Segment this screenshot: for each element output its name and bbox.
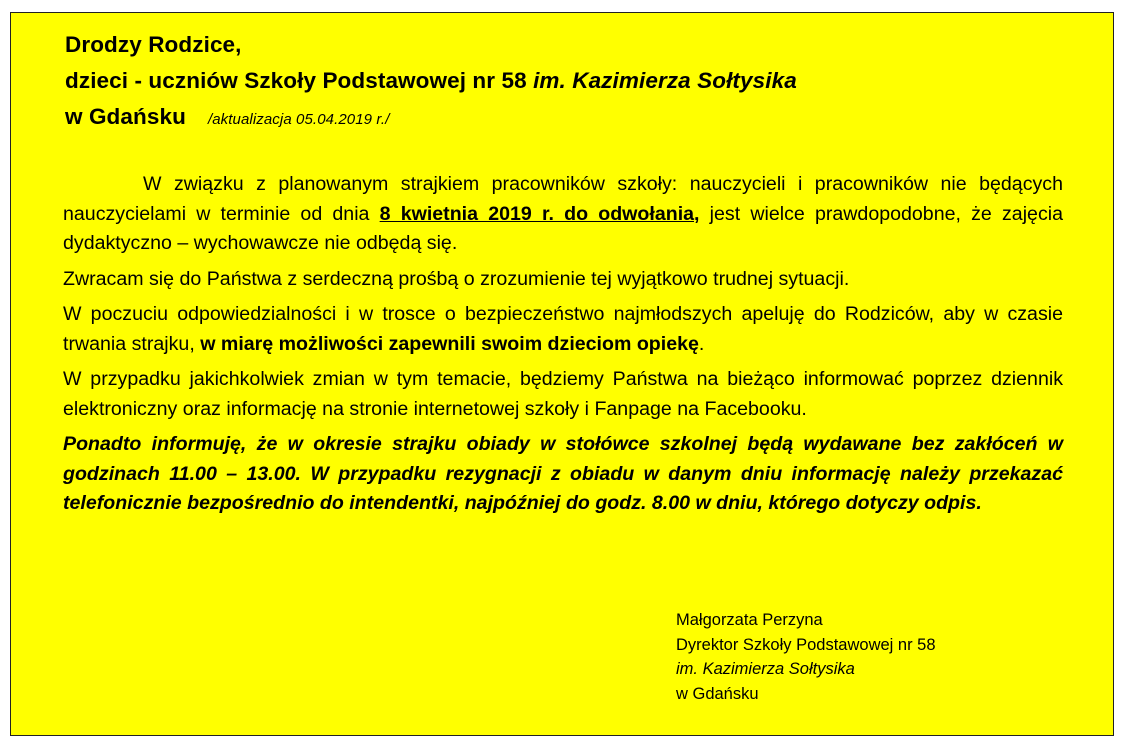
greeting-text: Drodzy Rodzice, — [65, 32, 242, 57]
paragraph-understanding — [63, 265, 1063, 295]
p3-bold-text: w miarę możliwości zapewnili swoim dzieciom opiekę — [200, 332, 699, 355]
p3-text-a: W poczuciu odpowiedzialności i w trosce o bezpieczeństwo najmłodszych apeluję do Rodziców, aby w czasie trwania strajku, — [63, 303, 1063, 355]
signature-name: Małgorzata Perzyna — [676, 611, 823, 629]
signature-block — [676, 608, 936, 706]
p1-text-b: jest wielce prawdopodobne, że zajęcia dydaktyczno – wychowawcze nie odbędą się. — [63, 202, 1063, 254]
paragraph-appeal — [63, 300, 1063, 359]
greeting — [65, 27, 797, 63]
p3-end: . — [698, 332, 705, 355]
signature-city: w Gdańsku — [676, 684, 759, 703]
signature-title: Dyrektor Szkoły Podstawowej nr 58 — [676, 635, 936, 654]
paragraph-updates — [63, 365, 1063, 424]
paragraph-lunch — [63, 430, 1063, 519]
city-line — [65, 99, 797, 138]
addressee-patron: im. Kazimierza Sołtysika — [533, 68, 797, 93]
addressee-school: dzieci - uczniów Szkoły Podstawowej nr 58 — [65, 68, 534, 93]
p2-text: Zwracam się do Państwa z serdeczną prośbą o zrozumienie tej wyjątkowo trudnej sytuacji. — [63, 267, 850, 290]
letter-header — [65, 27, 797, 138]
p5-text: Ponadto informuję, że w okresie strajku obiady w stołówce szkolnej będą wydawane bez zakłóceń w godzinach 11.00 – 13.00. W przypadku rezygnacji z obiadu w danym dniu informację należy przekazać telefonicznie bezpośrednio do intendentki, najpóźniej do godz. 8.00 w dniu, którego dotyczy odpis. — [63, 433, 1063, 514]
update-date: /aktualizacja 05.04.2019 r./ — [207, 111, 390, 128]
strike-dates: 8 kwietnia 2019 r. do odwołania, — [379, 202, 700, 225]
p1-text-a: W związku z planowanym strajkiem pracowników szkoły: nauczycieli i pracowników nie będących nauczycielami w terminie od dnia — [63, 173, 1063, 225]
paragraph-strike-info — [63, 170, 1063, 259]
signature-patron: im. Kazimierza Sołtysika — [676, 660, 855, 678]
notice-panel — [10, 12, 1114, 736]
city-text: w Gdańsku — [65, 104, 186, 129]
addressee-line — [65, 63, 797, 99]
p4-text: W przypadku jakichkolwiek zmian w tym temacie, będziemy Państwa na bieżąco informować poprzez dziennik elektroniczny oraz informację na stronie internetowej szkoły i Fanpage na Facebooku. — [63, 368, 1063, 420]
letter-body — [63, 170, 1063, 525]
